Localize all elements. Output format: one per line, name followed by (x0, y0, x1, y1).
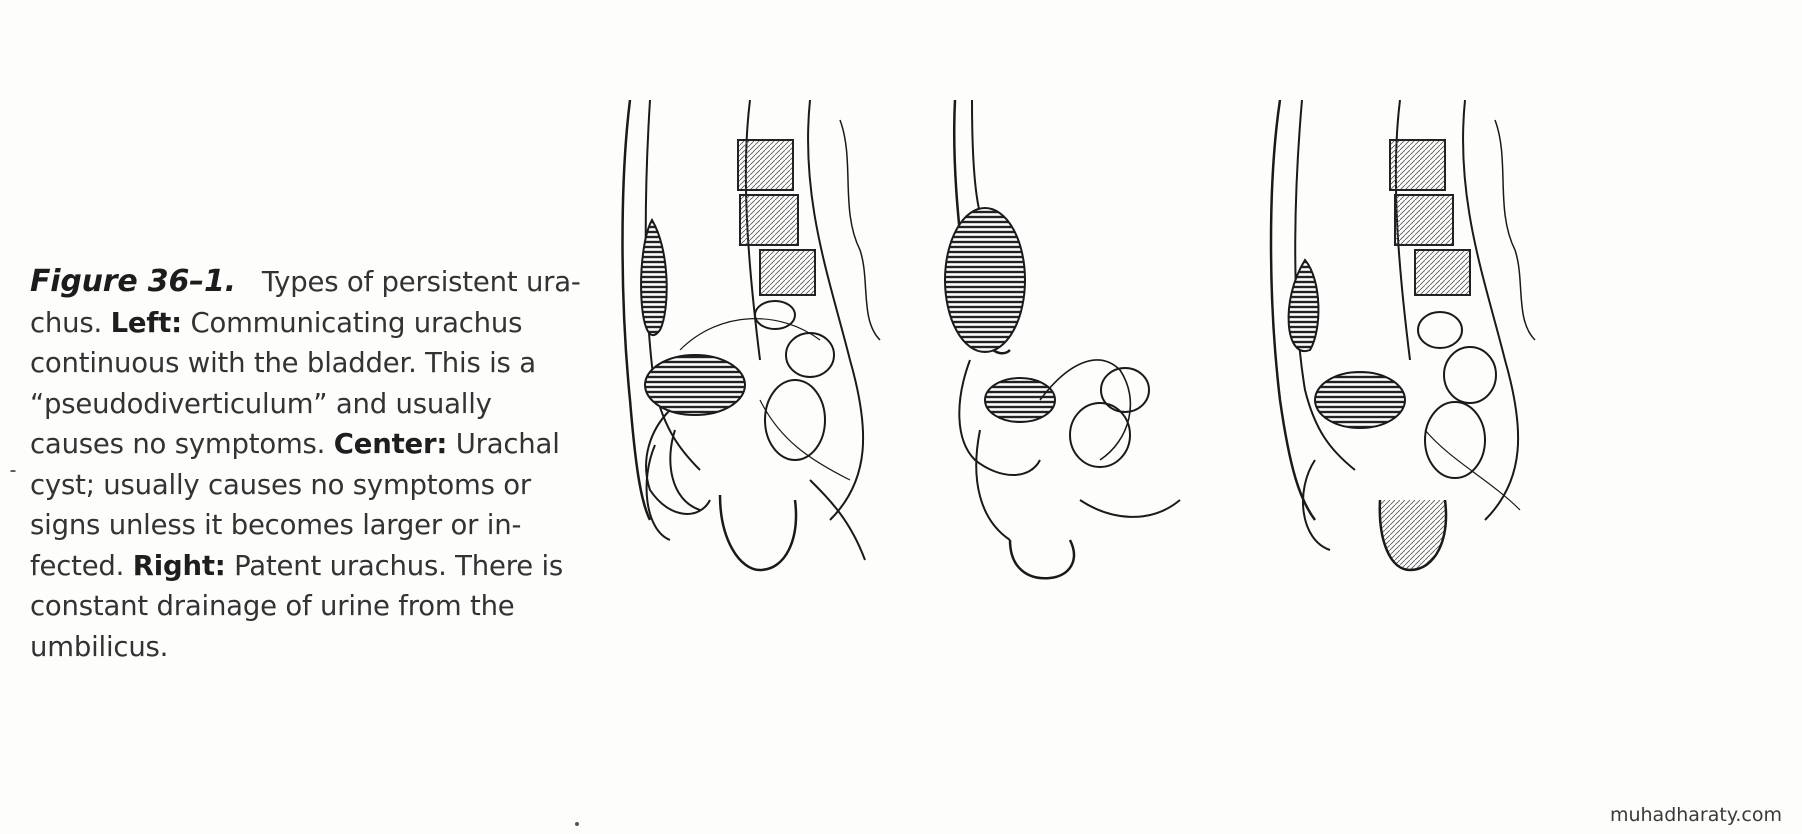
center-panel-urachal-cyst (945, 100, 1180, 578)
left-label: Left: (110, 306, 182, 339)
center-label: Center: (333, 428, 448, 460)
caption-line-3: continuous with the bladder. This is a (30, 347, 536, 379)
watermark: muhadharaty.com (1609, 804, 1782, 826)
right-label: Right: (132, 549, 226, 582)
caption-line-10: umbilicus. (30, 630, 169, 663)
anatomical-figure (610, 100, 1660, 680)
caption-line-5: causes no symptoms. Center: Urachal (30, 428, 560, 460)
left-panel-communicating-urachus (623, 100, 881, 570)
caption-line-1: Figure 36–1. Types of persistent ura- (30, 264, 581, 299)
right-panel-patent-urachus (1271, 100, 1535, 570)
caption-line-6: cyst; usually causes no symptoms or (30, 468, 531, 501)
caption-line-2: chus. Left: Communicating urachus (30, 306, 523, 339)
caption-line-8: fected. Right: Patent urachus. There is (30, 549, 564, 582)
figure-label: Figure 36–1. (30, 264, 236, 299)
stray-dot (575, 822, 579, 826)
caption-line-4: “pseudodiverticulum” and usually (30, 387, 492, 420)
figure-caption (30, 262, 590, 667)
stray-mark (10, 470, 16, 472)
caption-line-7: signs unless it becomes larger or in- (30, 509, 522, 541)
caption-line-9: constant drainage of urine from the (30, 590, 515, 622)
urachus-illustration (610, 100, 1660, 680)
